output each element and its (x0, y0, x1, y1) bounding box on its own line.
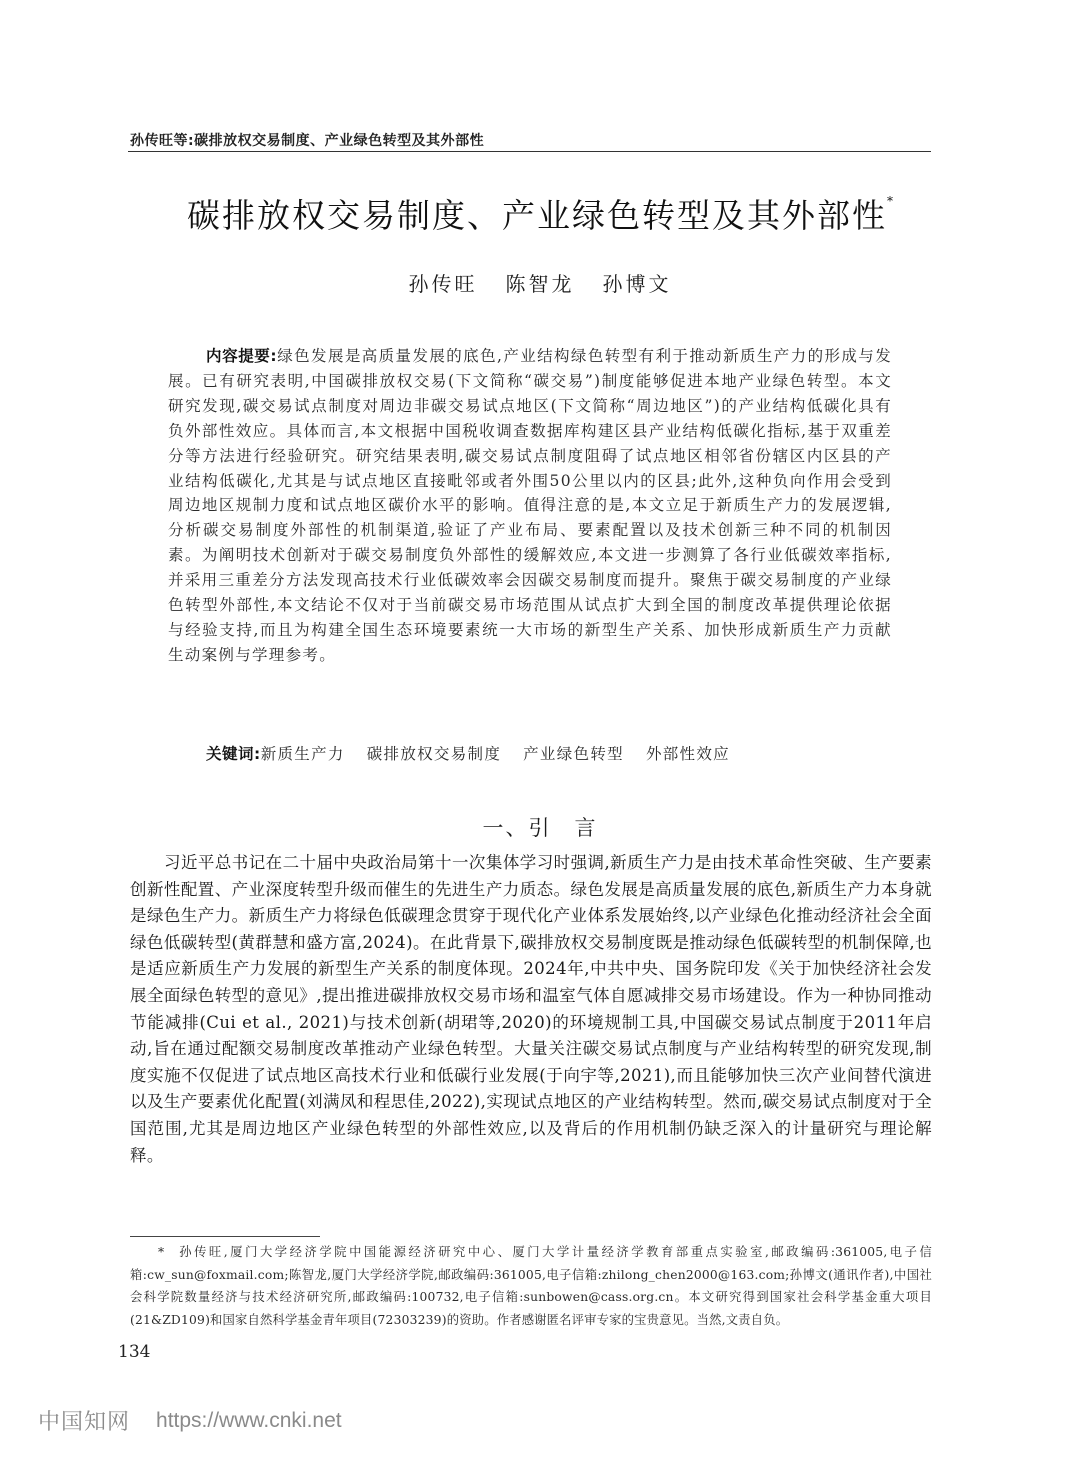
footnote-marker: * (158, 1245, 165, 1259)
abstract-text: 绿色发展是高质量发展的底色,产业结构绿色转型有利于推动新质生产力的形成与发展。已有研究表明,中国碳排放权交易(下文简称“碳交易”)制度能够促进本地产业绿色转型。本文研究发现,碳交易试点制度对周边非碳交易试点地区(下文简称“周边地区”)的产业结构低碳化具有负外部性效应。具体而言,本文根据中国税收调查数据库构建区县产业结构低碳化指标,基于双重差分等方法进行经验研究。研究结果表明,碳交易试点制度阻碍了试点地区相邻省份辖区内区县的产业结构低碳化,尤其是与试点地区直接毗邻或者外围50公里以内的区县;此外,这种负向作用会受到周边地区规制力度和试点地区碳价水平的影响。值得注意的是,本文立足于新质生产力的发展逻辑,分析碳交易制度外部性的机制渠道,验证了产业布局、要素配置以及技术创新三种不同的机制因素。为阐明技术创新对于碳交易制度负外部性的缓解效应,本文进一步测算了各行业低碳效率指标,并采用三重差分方法发现高技术行业低碳效率会因碳交易制度而提升。聚焦于碳交易制度的产业绿色转型外部性,本文结论不仅对于当前碳交易市场范围从试点扩大到全国的制度改革提供理论依据与经验支持,而且为构建全国生态环境要素统一大市场的新型生产关系、加快形成新质生产力贡献生动案例与学理参考。 (168, 347, 893, 664)
title-text: 碳排放权交易制度、产业绿色转型及其外部性 (187, 196, 887, 235)
abstract-label: 内容提要: (206, 347, 278, 365)
header-rule (128, 151, 931, 152)
author-name: 孙传旺 (408, 272, 478, 296)
footnote-text: 孙传旺,厦门大学经济学院中国能源经济研究中心、厦门大学计量经济学教育部重点实验室,邮政编码:361005,电子信箱:cw_sun@foxmail.com;陈智龙,厦门大学经济学院,邮政编码:361005,电子信箱:zhilong_chen2000@163.com;孙博文(通讯作者),中国社会科学院数量经济与技术经济研究所,邮政编码:100732,电子信箱:sunbowen@cass.org.cn。本文研究得到国家社会科学基金重大项目(21&ZD109)和国家自然科学基金青年项目(72303239)的资助。作者感谢匿名评审专家的宝贵意见。当然,文责自负。 (130, 1245, 932, 1327)
article-title (0, 190, 1080, 237)
keywords (206, 742, 752, 764)
footnote (130, 1241, 932, 1331)
author-list (0, 268, 1080, 297)
author-name: 陈智龙 (505, 272, 575, 296)
cnki-logo: 中国知网 (38, 1410, 131, 1435)
running-head: 孙传旺等:碳排放权交易制度、产业绿色转型及其外部性 (130, 133, 485, 149)
watermark-url[interactable]: https://www.cnki.net (156, 1408, 342, 1432)
title-footnote-mark: * (887, 194, 893, 208)
author-name: 孙博文 (602, 272, 672, 296)
abstract (168, 344, 892, 668)
section-heading: 一、引 言 (482, 816, 598, 840)
keywords-label: 关键词: (206, 745, 261, 763)
keyword: 新质生产力 (260, 745, 345, 763)
keyword: 外部性效应 (645, 745, 730, 763)
watermark (38, 1405, 342, 1436)
footnote-rule (130, 1236, 320, 1237)
keyword: 产业绿色转型 (523, 745, 624, 763)
body-paragraph: 习近平总书记在二十届中央政治局第十一次集体学习时强调,新质生产力是由技术革命性突破、生产要素创新性配置、产业深度转型升级而催生的先进生产力质态。绿色发展是高质量发展的底色,新质生产力本身就是绿色生产力。新质生产力将绿色低碳理念贯穿于现代化产业体系发展始终,以产业绿色化推动经济社会全面绿色低碳转型(黄群慧和盛方富,2024)。在此背景下,碳排放权交易制度既是推动绿色低碳转型的机制保障,也是适应新质生产力发展的新型生产关系的制度体现。2024年,中共中央、国务院印发《关于加快经济社会发展全面绿色转型的意见》,提出推进碳排放权交易市场和温室气体自愿减排交易市场建设。作为一种协同推动节能减排(Cui et al., 2021)与技术创新(胡珺等,2020)的环境规制工具,中国碳交易试点制度于2011年启动,旨在通过配额交易制度改革推动产业绿色转型。大量关注碳交易试点制度与产业结构转型的研究发现,制度实施不仅促进了试点地区高技术行业和低碳行业发展(于向宇等,2021),而且能够加快三次产业间替代演进以及生产要素优化配置(刘满凤和程思佳,2022),实现试点地区的产业结构转型。然而,碳交易试点制度对于全国范围,尤其是周边地区产业绿色转型的外部性效应,以及背后的作用机制仍缺乏深入的计量研究与理论解释。 (130, 853, 932, 1165)
keyword: 碳排放权交易制度 (366, 745, 502, 763)
page-number: 134 (118, 1342, 151, 1362)
